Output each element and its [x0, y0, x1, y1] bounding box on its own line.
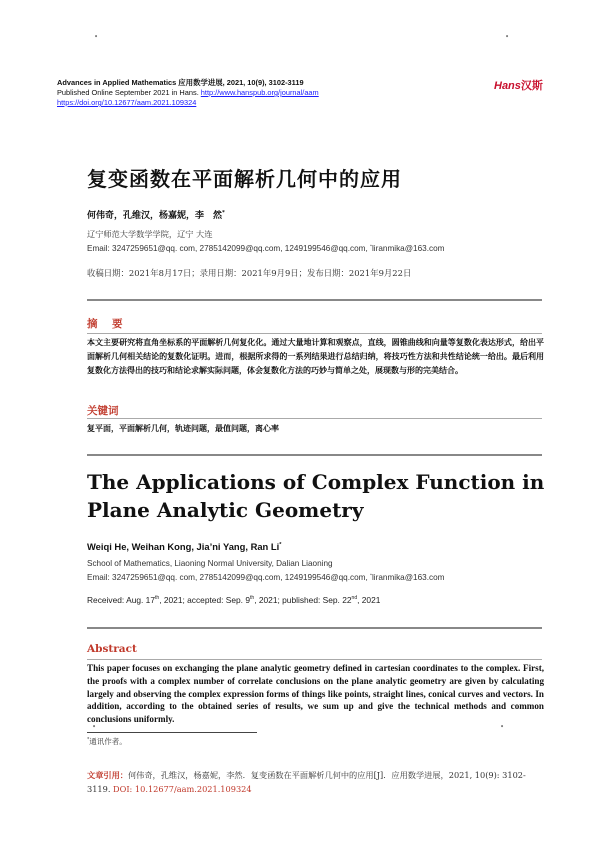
published-line: Published Online September 2021 in Hans. http://www.hanspub.org/journal/aam — [57, 88, 319, 97]
journal-link[interactable]: http://www.hanspub.org/journal/aam — [200, 88, 319, 97]
citation-doi[interactable]: DOI: 10.12677/aam.2021.109324 — [113, 784, 252, 794]
doi-link[interactable]: https://doi.org/10.12677/aam.2021.109324 — [57, 98, 197, 107]
corner-mark-bottom-left: • — [92, 723, 97, 731]
chinese-authors: 何伟奇，孔维汉，杨嘉妮，李 然* — [87, 210, 225, 221]
hans-logo: Hans汉斯 — [494, 80, 543, 92]
citation-label: 文章引用： — [87, 770, 128, 780]
doi-line — [57, 98, 319, 108]
journal-line: Advances in Applied Mathematics 应用数学进展, 2021, 10(9), 3102-3119 — [57, 78, 304, 87]
divider — [87, 333, 542, 334]
corner-mark-bottom-right: • — [500, 723, 505, 731]
english-title: The Applications of Complex Function in Plane Analytic Geometry — [87, 470, 545, 522]
corner-mark-top-left: • — [94, 33, 99, 41]
english-email: Email: 3247259651@qq. com, 2785142099@qq.com, 1249199546@qq.com, *liranmika@163.com — [87, 573, 445, 582]
chinese-dates: 收稿日期：2021年8月17日；录用日期：2021年9月9日；发布日期：2021年9月22日 — [87, 268, 412, 278]
footnote-rule — [87, 732, 257, 733]
english-dates: Received: Aug. 17th, 2021; accepted: Sep. 9th, 2021; published: Sep. 22nd, 2021 — [87, 595, 381, 605]
journal-header — [57, 78, 319, 108]
chinese-keywords-heading: 关键词 — [87, 405, 119, 417]
divider — [87, 454, 542, 456]
divider — [87, 627, 542, 629]
chinese-abstract-text: 本文主要研究将直角坐标系的平面解析几何复化化。通过大量地计算和观察点，直线，圆锥曲线和向量等复数化表达形式，给出平面解析几何相关结论的复数化证明。进而，根据所求得的一系列结果进行总结归纳，将技巧性方法和共性结论统一给出。最后利用复数化方法得出的技巧和结论求解实际问题，体会复数化方法的巧妙与简单之处，展现数与形的完美结合。 — [87, 338, 544, 375]
chinese-email: Email: 3247259651@qq. com, 2785142099@qq.com, 1249199546@qq.com, *liranmika@163.com — [87, 244, 445, 253]
citation — [87, 768, 544, 796]
chinese-keywords: 复平面，平面解析几何，轨迹问题，最值问题，离心率 — [87, 424, 279, 433]
citation-text: 何伟奇，孔维汉，杨嘉妮，李然．复变函数在平面解析几何中的应用[J]．应用数学进展，2021, 10(9): 3102-3119. — [87, 770, 526, 794]
divider — [87, 299, 542, 301]
english-affiliation: School of Mathematics, Liaoning Normal University, Dalian Liaoning — [87, 559, 333, 568]
english-abstract-text: This paper focuses on exchanging the plane analytic geometry defined in cartesian coordinates to the complex. First, the proofs with a complex number of correlate conclusions on the plane analytic geometry are given by calculating largely and observing the complex expression forms of things like points, straight lines, conical curves and vectors. In addition, according to the obtained series of results, we sum up and give the technical methods and common conclusions uniformly. — [87, 663, 544, 725]
chinese-title: 复变函数在平面解析几何中的应用 — [87, 167, 402, 191]
divider — [87, 659, 542, 660]
chinese-affiliation: 辽宁师范大学数学学院，辽宁 大连 — [87, 229, 213, 239]
english-abstract-heading: Abstract — [87, 643, 137, 655]
chinese-abstract-heading: 摘 要 — [87, 318, 125, 330]
corner-mark-top-right: • — [505, 33, 510, 41]
english-authors: Weiqi He, Weihan Kong, Jia’ni Yang, Ran Li* — [87, 541, 282, 552]
divider — [87, 418, 542, 419]
footnote: *通讯作者。 — [87, 737, 127, 746]
